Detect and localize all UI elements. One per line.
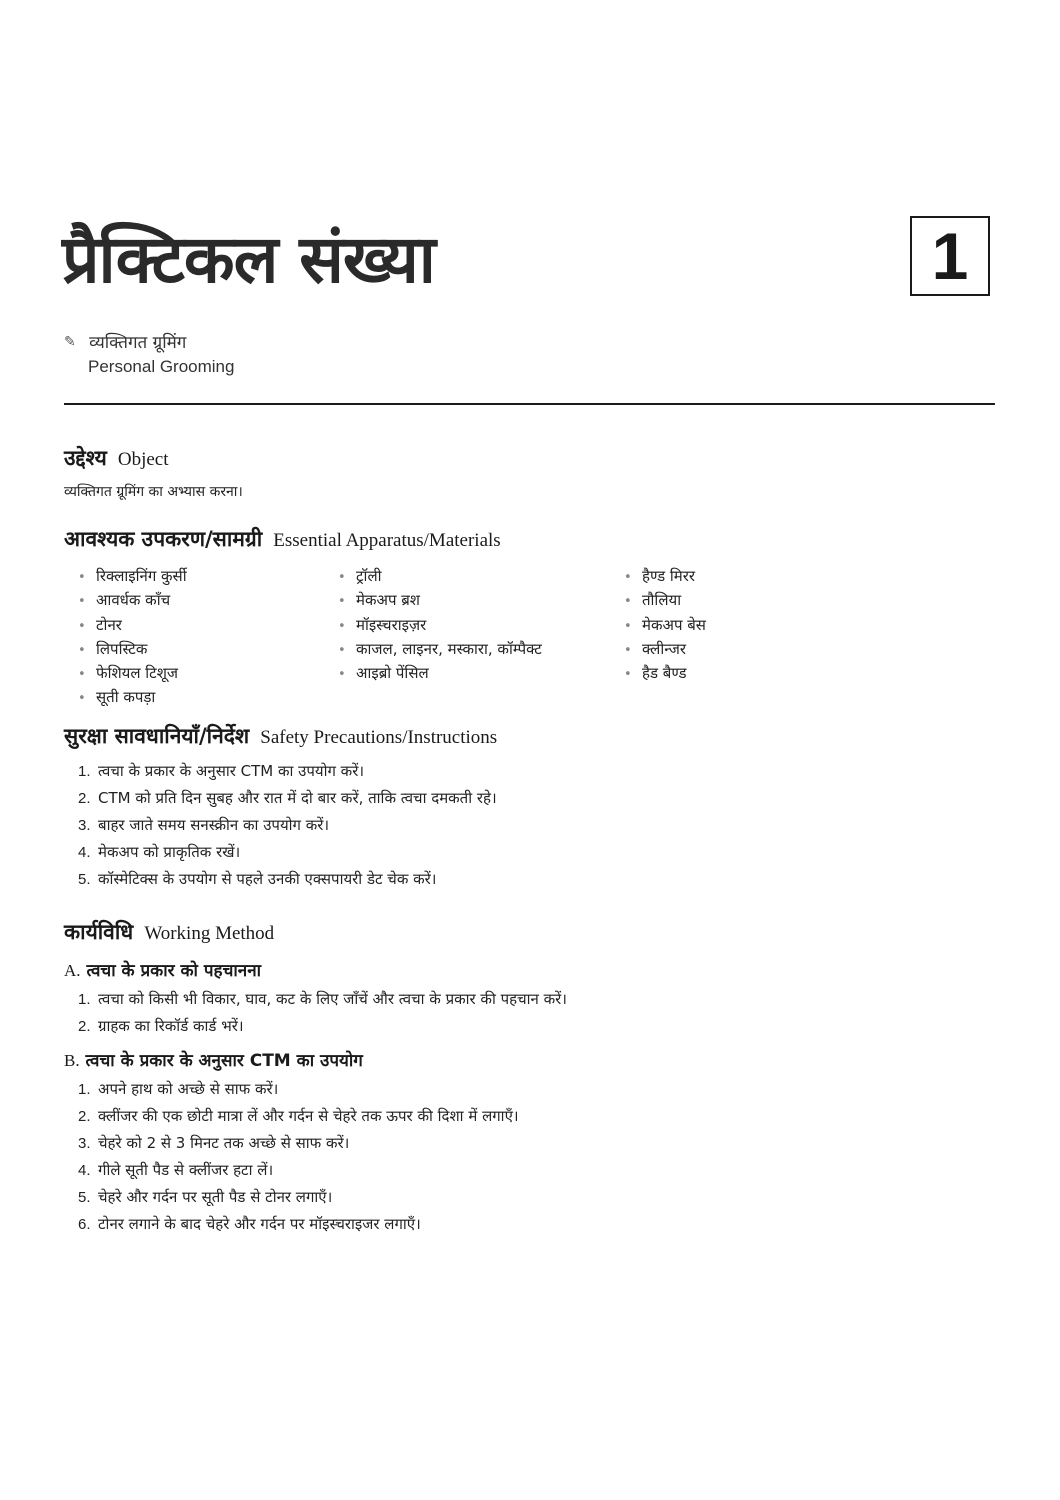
list-item [78, 1157, 519, 1184]
subtitle-english: Personal Grooming [88, 357, 235, 376]
object-section [64, 444, 243, 501]
item-number: 4. [78, 844, 91, 861]
item-text: ग्राहक का रिकॉर्ड कार्ड भरें। [98, 1017, 244, 1035]
method-section [64, 918, 274, 946]
item-number: 1. [78, 1081, 91, 1098]
list-item [78, 1013, 567, 1040]
item-number: 6. [78, 1216, 91, 1233]
item-number: 1. [78, 763, 91, 780]
item-text: कॉस्मेटिक्स के उपयोग से पहले उनकी एक्सपायरी डेट चेक करें। [98, 870, 437, 888]
item-number: 5. [78, 871, 91, 888]
item-number: 3. [78, 817, 91, 834]
safety-list [78, 758, 497, 893]
list-item [78, 986, 567, 1013]
item-number: 2. [78, 790, 91, 807]
object-text: व्यक्तिगत ग्रूमिंग का अभ्यास करना। [64, 484, 243, 500]
safety-heading-hindi: सुरक्षा सावधानियाँ/निर्देश [64, 724, 250, 748]
part-a-title: त्वचा के प्रकार को पहचानना [86, 961, 262, 981]
item-number: 2. [78, 1018, 91, 1035]
list-item [78, 1130, 519, 1157]
list-item: • मॉइस्चराइज़र [338, 614, 542, 638]
method-heading-hindi: कार्यविधि [64, 920, 134, 944]
list-item [78, 812, 497, 839]
part-b-title: त्वचा के प्रकार के अनुसार CTM का उपयोग [85, 1051, 363, 1071]
list-item [78, 758, 497, 785]
list-item: • फेशियल टिशूज [78, 662, 187, 686]
list-item: • ट्रॉली [338, 565, 542, 589]
horizontal-rule [64, 403, 995, 405]
list-item: • हैण्ड मिरर [624, 565, 706, 589]
safety-heading-english: Safety Precautions/Instructions [260, 727, 498, 748]
list-item: • काजल, लाइनर, मस्कारा, कॉम्पैक्ट [338, 638, 542, 662]
method-heading [64, 918, 274, 946]
safety-section [64, 722, 497, 750]
item-text: टोनर लगाने के बाद चेहरे और गर्दन पर मॉइस्चराइजर लगाएँ। [98, 1215, 421, 1233]
part-a-letter: A. [64, 961, 81, 980]
list-item [78, 785, 497, 812]
safety-heading [64, 722, 497, 750]
list-item [78, 1076, 519, 1103]
materials-column-2 [338, 565, 542, 686]
list-item [78, 839, 497, 866]
materials-column-3 [624, 565, 706, 686]
item-text: CTM को प्रति दिन सुबह और रात में दो बार करें, ताकि त्वचा दमकती रहे। [98, 789, 497, 807]
item-text: चेहरे को 2 से 3 मिनट तक अच्छे से साफ करें। [98, 1134, 350, 1152]
item-number: 3. [78, 1135, 91, 1152]
item-number: 1. [78, 991, 91, 1008]
materials-heading-hindi: आवश्यक उपकरण/सामग्री [64, 527, 263, 551]
item-text: गीले सूती पैड से क्लींजर हटा लें। [98, 1161, 274, 1179]
list-item: • हैड बैण्ड [624, 662, 706, 686]
item-number: 2. [78, 1108, 91, 1125]
method-heading-english: Working Method [144, 923, 275, 944]
item-text: त्वचा के प्रकार के अनुसार CTM का उपयोग करें। [98, 762, 365, 780]
method-part-a-list [78, 986, 567, 1040]
list-item: • रिक्लाइनिंग कुर्सी [78, 565, 187, 589]
list-item [78, 866, 497, 893]
list-item: • तौलिया [624, 589, 706, 613]
practical-number-box [910, 216, 990, 296]
pencil-icon: ✎ [64, 334, 76, 350]
subtitle-block [64, 330, 234, 377]
list-item [78, 1211, 519, 1238]
object-heading-hindi: उद्देश्य [64, 446, 107, 470]
materials-column-1 [78, 565, 187, 711]
object-heading [64, 444, 243, 472]
method-part-b-heading [64, 1048, 363, 1071]
list-item: • आइब्रो पेंसिल [338, 662, 542, 686]
list-item: • क्लीन्जर [624, 638, 706, 662]
item-text: चेहरे और गर्दन पर सूती पैड से टोनर लगाएँ। [98, 1188, 333, 1206]
list-item: • मेकअप ब्रश [338, 589, 542, 613]
materials-heading-english: Essential Apparatus/Materials [273, 530, 501, 551]
materials-heading [64, 525, 501, 553]
list-item [78, 1103, 519, 1130]
materials-list [78, 565, 778, 705]
subtitle-hindi: व्यक्तिगत ग्रूमिंग [89, 333, 187, 353]
item-number: 5. [78, 1189, 91, 1206]
item-text: मेकअप को प्राकृतिक रखें। [98, 843, 241, 861]
object-heading-english: Object [117, 449, 169, 470]
list-item [78, 1184, 519, 1211]
page-title: प्रैक्टिकल संख्या [62, 221, 435, 298]
list-item: • आवर्धक काँच [78, 589, 187, 613]
item-text: त्वचा को किसी भी विकार, घाव, कट के लिए जाँचें और त्वचा के प्रकार की पहचान करें। [98, 990, 567, 1008]
method-part-b-list [78, 1076, 519, 1238]
materials-section [64, 525, 501, 553]
item-text: क्लींजर की एक छोटी मात्रा लें और गर्दन से चेहरे तक ऊपर की दिशा में लगाएँ। [98, 1107, 519, 1125]
list-item: • लिपस्टिक [78, 638, 187, 662]
list-item: • सूती कपड़ा [78, 686, 187, 710]
item-text: अपने हाथ को अच्छे से साफ करें। [98, 1080, 279, 1098]
list-item: • टोनर [78, 614, 187, 638]
item-text: बाहर जाते समय सनस्क्रीन का उपयोग करें। [98, 816, 330, 834]
part-b-letter: B. [64, 1051, 80, 1070]
list-item: • मेकअप बेस [624, 614, 706, 638]
item-number: 4. [78, 1162, 91, 1179]
practical-number: 1 [931, 219, 969, 293]
method-part-a-heading [64, 958, 261, 981]
